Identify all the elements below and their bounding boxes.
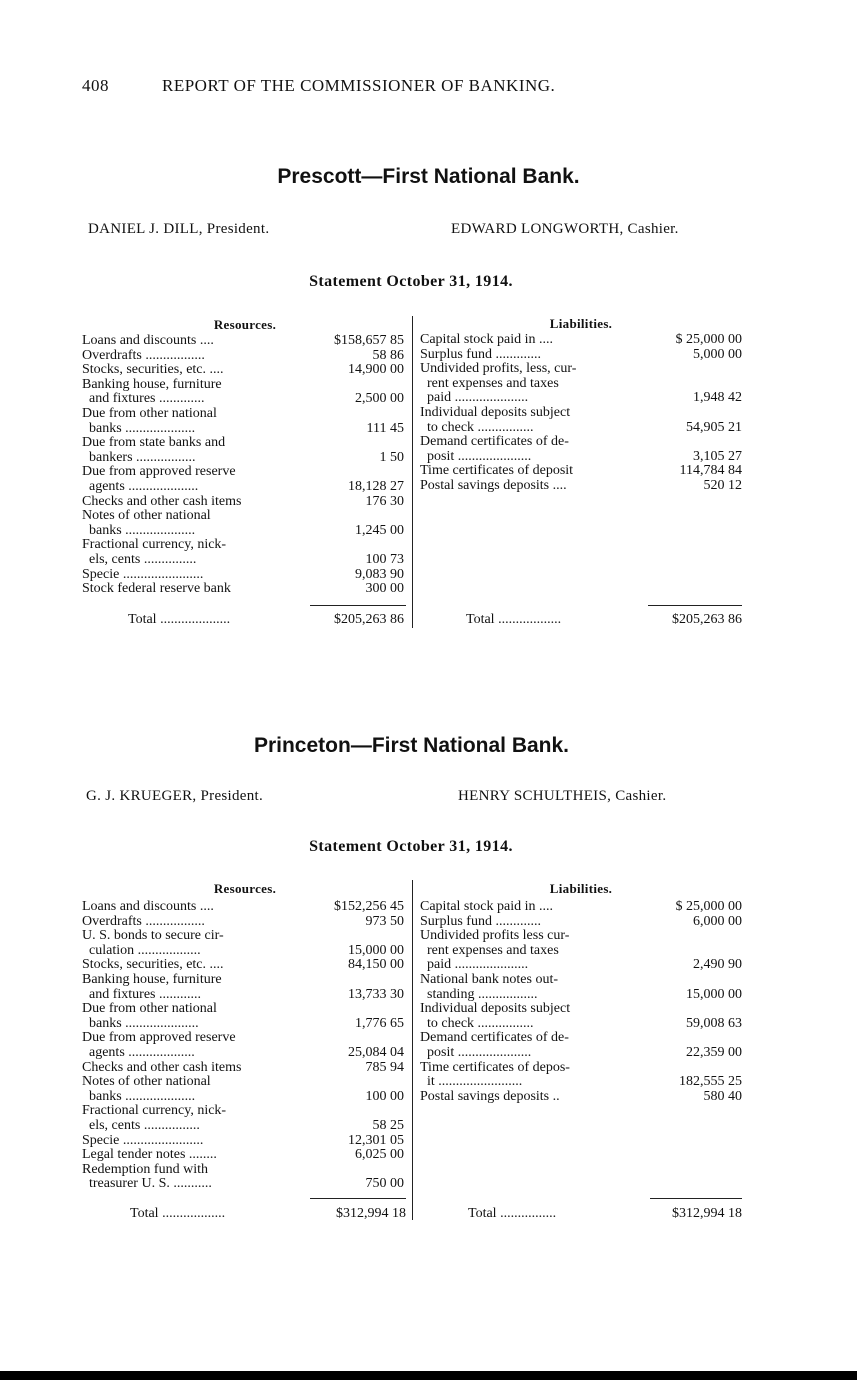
ledger-label: Redemption fund with xyxy=(82,1161,208,1177)
ledger-label: Surplus fund ............. xyxy=(420,346,541,362)
ledger-amount: 973 50 xyxy=(365,913,404,929)
ledger-row xyxy=(420,915,742,930)
ledger-label: Demand certificates of de- xyxy=(420,434,569,450)
ledger-label: Stock federal reserve bank xyxy=(82,581,231,597)
ledger-amount: $158,657 85 xyxy=(334,333,404,348)
ledger-label: Legal tender notes ........ xyxy=(82,1147,217,1163)
ledger-label: agents .................... xyxy=(82,478,199,494)
ledger-row xyxy=(420,1046,742,1061)
ledger-label: it ........................ xyxy=(420,1074,523,1090)
statement-date: Statement October 31, 1914. xyxy=(309,273,513,290)
ledger-row xyxy=(82,915,404,930)
ledger-row xyxy=(420,973,742,988)
total-rule xyxy=(310,605,406,606)
ledger-row xyxy=(420,958,742,973)
ledger-row xyxy=(82,1104,404,1119)
ledger-amount: 6,025 00 xyxy=(355,1147,404,1163)
ledger-row xyxy=(420,450,742,465)
ledger-row xyxy=(82,509,404,524)
ledger-amount: 785 94 xyxy=(365,1059,404,1075)
resources-heading: Resources. xyxy=(213,317,277,332)
ledger-row xyxy=(82,1075,404,1090)
ledger-row xyxy=(420,377,742,392)
ledger-row xyxy=(82,480,404,495)
ledger-amount: 1,948 42 xyxy=(693,390,742,406)
ledger-row xyxy=(82,378,404,393)
ledger-row xyxy=(420,406,742,421)
ledger-amount: 2,490 90 xyxy=(693,957,742,973)
ledger-amount: 12,301 05 xyxy=(348,1132,404,1148)
ledger-amount: 14,900 00 xyxy=(348,362,404,378)
ledger-label: Due from state banks and xyxy=(82,435,226,451)
ledger-row xyxy=(420,333,742,348)
ledger-row xyxy=(82,465,404,480)
resources-list xyxy=(82,334,404,597)
total-label: Total xyxy=(466,612,495,627)
liabilities-list xyxy=(420,900,742,1104)
ledger-label: els, cents ............... xyxy=(82,551,197,567)
ledger-row xyxy=(82,1017,404,1032)
ledger-amount: 84,150 00 xyxy=(348,957,404,973)
ledger-label: Specie ....................... xyxy=(82,1132,204,1148)
ledger-row xyxy=(82,1031,404,1046)
ledger-label: Checks and other cash items xyxy=(82,1059,242,1075)
bank-title: Prescott—First National Bank. xyxy=(277,165,580,188)
ledger-row xyxy=(420,1061,742,1076)
ledger-label: banks .................... xyxy=(82,1088,196,1104)
total-rule xyxy=(310,1198,406,1199)
liabilities-total-row: Total ................ $312,994 18 xyxy=(468,1206,742,1221)
ledger-amount: 6,000 00 xyxy=(693,913,742,929)
resources-total: $205,263 86 xyxy=(334,612,404,627)
ledger-row xyxy=(82,1090,404,1105)
ledger-amount: $ 25,000 00 xyxy=(675,332,742,347)
ledger-row xyxy=(82,1163,404,1178)
ledger-amount: 114,784 84 xyxy=(679,463,742,479)
total-rule xyxy=(648,605,742,606)
ledger-label: els, cents ................ xyxy=(82,1117,200,1133)
ledger-row xyxy=(420,348,742,363)
ledger-row xyxy=(420,929,742,944)
ledger-row xyxy=(82,1061,404,1076)
ledger-label: Time certificates of depos- xyxy=(420,1059,570,1075)
ledger-row xyxy=(82,973,404,988)
liabilities-heading: Liabilities. xyxy=(549,316,613,331)
ledger-label: Checks and other cash items xyxy=(82,493,242,509)
ledger-amount: 9,083 90 xyxy=(355,566,404,582)
ledger-row xyxy=(420,421,742,436)
ledger-amount: 111 45 xyxy=(366,420,404,436)
liabilities-list xyxy=(420,333,742,494)
scan-bottom-edge xyxy=(0,1371,857,1380)
ledger-amount: 2,500 00 xyxy=(355,391,404,407)
ledger-amount: 750 00 xyxy=(365,1176,404,1192)
ledger-row xyxy=(82,392,404,407)
ledger-label: National bank notes out- xyxy=(420,971,559,987)
resources-total: $312,994 18 xyxy=(336,1206,406,1221)
ledger-row xyxy=(82,538,404,553)
ledger-label: Loans and discounts .... xyxy=(82,333,214,348)
ledger-amount: 300 00 xyxy=(365,581,404,597)
ledger-row xyxy=(82,553,404,568)
ledger-label: Notes of other national xyxy=(82,508,211,524)
ledger-label: Capital stock paid in .... xyxy=(420,899,553,914)
ledger-row xyxy=(82,1046,404,1061)
ledger-row xyxy=(82,568,404,583)
ledger-label: culation .................. xyxy=(82,942,201,958)
president-name: G. J. KRUEGER, President. xyxy=(86,788,264,804)
column-divider xyxy=(412,880,413,1220)
ledger-row xyxy=(420,479,742,494)
ledger-label: Demand certificates of de- xyxy=(420,1030,569,1046)
ledger-label: posit ..................... xyxy=(420,448,532,464)
ledger-label: Individual deposits subject xyxy=(420,404,571,420)
cashier-name: HENRY SCHULTHEIS, Cashier. xyxy=(458,788,667,804)
ledger-row xyxy=(82,988,404,1003)
ledger-label: Due from other national xyxy=(82,405,217,421)
ledger-amount: 580 40 xyxy=(703,1088,742,1104)
ledger-row xyxy=(420,900,742,915)
ledger-label: Overdrafts ................. xyxy=(82,347,205,363)
ledger-amount: 5,000 00 xyxy=(693,346,742,362)
ledger-label: standing ................. xyxy=(420,986,538,1002)
ledger-amount: 15,000 00 xyxy=(686,986,742,1002)
ledger-row xyxy=(82,524,404,539)
statement-date: Statement October 31, 1914. xyxy=(309,838,513,855)
ledger-row xyxy=(420,1017,742,1032)
ledger-row xyxy=(420,1002,742,1017)
ledger-amount: 54,905 21 xyxy=(686,419,742,435)
ledger-label: U. S. bonds to secure cir- xyxy=(82,928,224,944)
ledger-amount: 1 50 xyxy=(379,449,404,465)
ledger-label: Surplus fund ............. xyxy=(420,913,541,929)
ledger-label: Capital stock paid in .... xyxy=(420,332,553,347)
ledger-row xyxy=(420,988,742,1003)
ledger-label: Individual deposits subject xyxy=(420,1001,571,1017)
ledger-label: Postal savings deposits .. xyxy=(420,1088,560,1104)
ledger-amount: 182,555 25 xyxy=(679,1074,742,1090)
column-divider xyxy=(412,316,413,628)
ledger-label: Specie ....................... xyxy=(82,566,204,582)
ledger-label: Banking house, furniture xyxy=(82,376,222,392)
total-label: Total xyxy=(468,1206,497,1221)
liabilities-total: $312,994 18 xyxy=(672,1206,742,1221)
ledger-row xyxy=(82,407,404,422)
ledger-label: Stocks, securities, etc. .... xyxy=(82,957,224,973)
running-head-title: REPORT OF THE COMMISSIONER OF BANKING. xyxy=(162,76,556,95)
ledger-label: Loans and discounts .... xyxy=(82,899,214,914)
ledger-label: rent expenses and taxes xyxy=(420,375,559,391)
ledger-amount: 1,245 00 xyxy=(355,522,404,538)
ledger-amount: 25,084 04 xyxy=(348,1044,404,1060)
ledger-row xyxy=(82,929,404,944)
ledger-amount: 58 25 xyxy=(372,1117,404,1133)
ledger-label: Notes of other national xyxy=(82,1074,211,1090)
ledger-row xyxy=(420,1031,742,1046)
ledger-label: Fractional currency, nick- xyxy=(82,537,227,553)
ledger-label: rent expenses and taxes xyxy=(420,942,559,958)
ledger-row xyxy=(82,422,404,437)
ledger-label: Due from approved reserve xyxy=(82,464,236,480)
ledger-amount: 13,733 30 xyxy=(348,986,404,1002)
ledger-row xyxy=(82,958,404,973)
ledger-label: posit ..................... xyxy=(420,1044,532,1060)
ledger-row xyxy=(82,495,404,510)
ledger-row xyxy=(82,944,404,959)
ledger-label: paid ..................... xyxy=(420,390,529,406)
ledger-amount: 18,128 27 xyxy=(348,478,404,494)
ledger-label: treasurer U. S. ........... xyxy=(82,1176,212,1192)
liabilities-heading: Liabilities. xyxy=(549,881,613,896)
ledger-amount: 3,105 27 xyxy=(693,448,742,464)
ledger-amount: $152,256 45 xyxy=(334,899,404,914)
ledger-label: Banking house, furniture xyxy=(82,971,222,987)
bank-title: Princeton—First National Bank. xyxy=(253,734,570,757)
ledger-amount: 1,776 65 xyxy=(355,1015,404,1031)
total-label: Total xyxy=(130,1206,159,1221)
ledger-label: Stocks, securities, etc. .... xyxy=(82,362,224,378)
liabilities-total: $205,263 86 xyxy=(672,612,742,627)
ledger-label: Postal savings deposits .... xyxy=(420,477,567,493)
ledger-row xyxy=(420,1090,742,1105)
total-rule xyxy=(650,1198,742,1199)
liabilities-total-row: Total .................. $205,263 86 xyxy=(466,612,742,627)
ledger-label: and fixtures ............ xyxy=(82,986,201,1002)
ledger-row xyxy=(82,582,404,597)
ledger-row xyxy=(420,1075,742,1090)
ledger-label: to check ................ xyxy=(420,419,534,435)
ledger-label: paid ..................... xyxy=(420,957,529,973)
ledger-label: Fractional currency, nick- xyxy=(82,1103,227,1119)
ledger-label: Time certificates of deposit xyxy=(420,463,574,479)
ledger-row xyxy=(82,334,404,349)
ledger-label: Undivided profits less cur- xyxy=(420,928,570,944)
total-label: Total xyxy=(128,612,157,627)
ledger-label: and fixtures ............. xyxy=(82,391,205,407)
ledger-amount: 520 12 xyxy=(703,477,742,493)
ledger-amount: 100 73 xyxy=(365,551,404,567)
resources-heading: Resources. xyxy=(213,881,277,896)
ledger-amount: 15,000 00 xyxy=(348,942,404,958)
page-number: 408 xyxy=(82,76,109,95)
ledger-row xyxy=(82,900,404,915)
ledger-label: banks ..................... xyxy=(82,1015,199,1031)
running-head xyxy=(82,76,782,96)
ledger-label: Overdrafts ................. xyxy=(82,913,205,929)
resources-total-row: Total .................... $205,263 86 xyxy=(128,612,404,627)
cashier-name: EDWARD LONGWORTH, Cashier. xyxy=(451,221,679,237)
ledger-row xyxy=(82,1148,404,1163)
ledger-row xyxy=(82,349,404,364)
ledger-label: Undivided profits, less, cur- xyxy=(420,361,577,377)
ledger-label: agents ................... xyxy=(82,1044,195,1060)
ledger-label: Due from approved reserve xyxy=(82,1030,236,1046)
ledger-row xyxy=(420,944,742,959)
ledger-row xyxy=(82,1177,404,1192)
ledger-row xyxy=(420,362,742,377)
resources-list xyxy=(82,900,404,1192)
ledger-label: bankers ................. xyxy=(82,449,196,465)
ledger-row xyxy=(82,1002,404,1017)
ledger-row xyxy=(82,1119,404,1134)
ledger-amount: 176 30 xyxy=(365,493,404,509)
ledger-label: banks .................... xyxy=(82,420,196,436)
president-name: DANIEL J. DILL, President. xyxy=(88,221,270,237)
ledger-label: banks .................... xyxy=(82,522,196,538)
ledger-label: to check ................ xyxy=(420,1015,534,1031)
ledger-row xyxy=(420,435,742,450)
ledger-row xyxy=(82,363,404,378)
resources-total-row: Total .................. $312,994 18 xyxy=(130,1206,406,1221)
ledger-row xyxy=(420,391,742,406)
ledger-amount: $ 25,000 00 xyxy=(675,899,742,914)
ledger-amount: 58 86 xyxy=(372,347,404,363)
ledger-label: Due from other national xyxy=(82,1001,217,1017)
ledger-amount: 22,359 00 xyxy=(686,1044,742,1060)
ledger-row xyxy=(82,1134,404,1149)
ledger-row xyxy=(82,451,404,466)
ledger-row xyxy=(420,464,742,479)
ledger-amount: 59,008 63 xyxy=(686,1015,742,1031)
ledger-amount: 100 00 xyxy=(365,1088,404,1104)
ledger-row xyxy=(82,436,404,451)
